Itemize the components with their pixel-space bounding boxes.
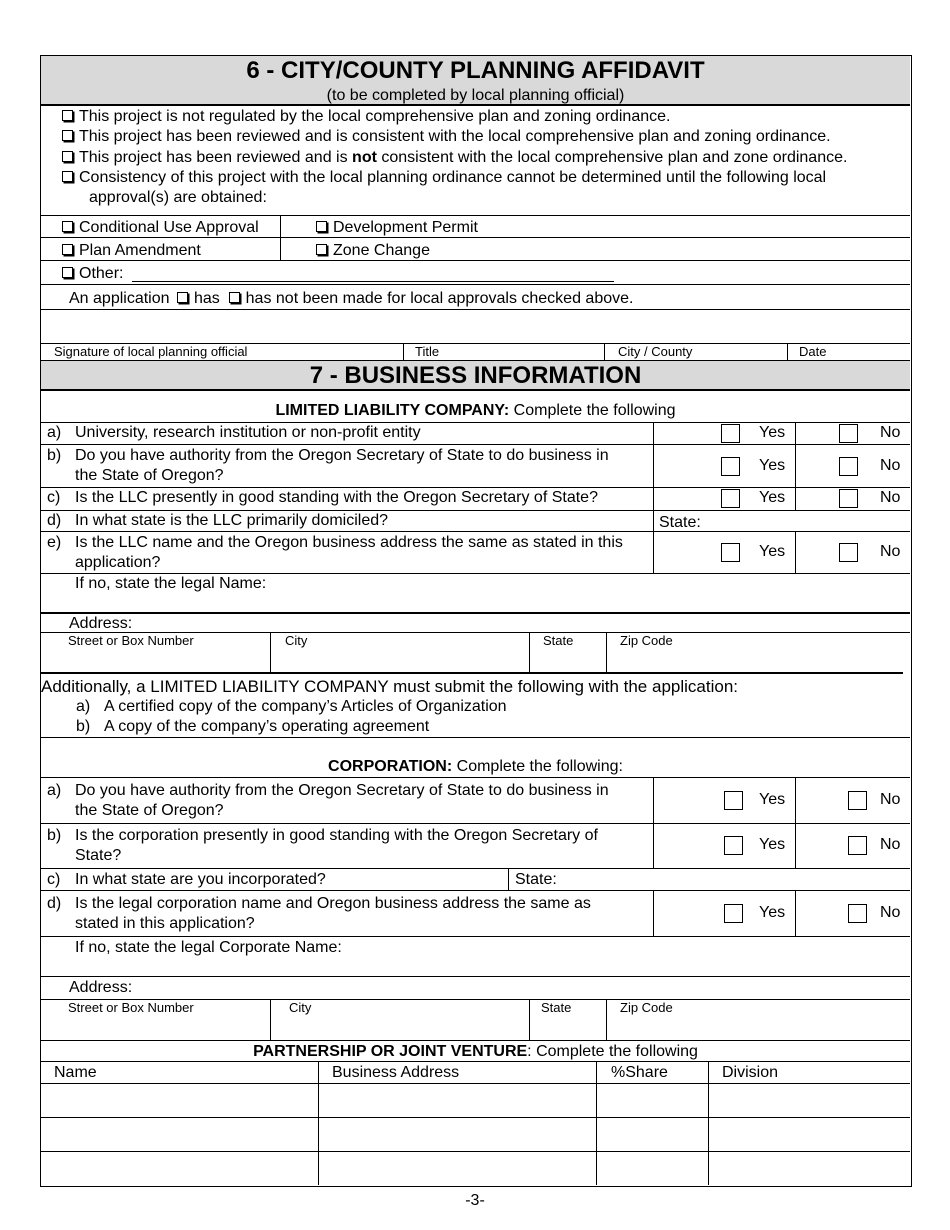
no-label: No — [880, 489, 901, 506]
llc-city-field[interactable]: City — [285, 633, 308, 648]
no-label: No — [880, 424, 901, 441]
llc-c-no-checkbox[interactable] — [839, 489, 858, 508]
checkbox-icon[interactable] — [62, 221, 73, 232]
checkbox-icon[interactable] — [62, 267, 73, 278]
checkbox-icon[interactable] — [62, 151, 73, 162]
corp-b-letter: b) — [47, 827, 62, 844]
yes-label: Yes — [759, 791, 786, 808]
corp-zip-field[interactable]: Zip Code — [620, 1000, 673, 1015]
llc-street-field[interactable]: Street or Box Number — [68, 633, 194, 648]
llc-add-a-letter: a) — [76, 698, 91, 715]
llc-state-address-field[interactable]: State — [543, 633, 574, 648]
no-label: No — [880, 904, 901, 921]
no-label: No — [880, 791, 901, 808]
corp-d-letter: d) — [47, 895, 62, 912]
date-label: Date — [799, 344, 827, 359]
llc-add-a: A certified copy of the company’s Articles of Organization — [104, 698, 507, 715]
llc-address-label: Address: — [69, 615, 133, 632]
yes-label: Yes — [759, 489, 786, 506]
no-label: No — [880, 836, 901, 853]
llc-zip-field[interactable]: Zip Code — [620, 633, 673, 648]
checkbox-icon[interactable] — [229, 292, 240, 303]
llc-additional-requirements: Additionally, a LIMITED LIABILITY COMPANY must submit the following with the application: — [41, 677, 738, 696]
corp-state-address-field[interactable]: State — [541, 1000, 572, 1015]
corp-d-yes-checkbox[interactable] — [724, 904, 743, 923]
checkbox-icon[interactable] — [62, 244, 73, 255]
option-consistent[interactable]: This project has been reviewed and is consistent with the local comprehensive plan and zoning ordinance. — [62, 127, 831, 147]
llc-e-no-checkbox[interactable] — [839, 543, 858, 562]
llc-a-letter: a) — [47, 424, 62, 441]
corp-d-question: Is the legal corporation name and Oregon business address the same as stated in this application? — [75, 895, 591, 932]
checkbox-icon[interactable] — [316, 221, 327, 232]
corporation-heading: CORPORATION: Complete the following: — [328, 758, 623, 775]
corp-a-question: Do you have authority from the Oregon Secretary of State to do business in the State of Oregon? — [75, 782, 609, 819]
checkbox-icon[interactable] — [316, 244, 327, 255]
checkbox-icon[interactable] — [62, 130, 73, 141]
table-row[interactable] — [41, 1118, 910, 1150]
partnership-heading: PARTNERSHIP OR JOINT VENTURE: Complete the following — [253, 1043, 698, 1060]
llc-e-question: Is the LLC name and the Oregon business address the same as stated in this application? — [75, 534, 623, 571]
page-number: -3- — [465, 1192, 485, 1209]
conditional-use-option[interactable]: Conditional Use Approval — [62, 218, 259, 238]
section6-title: 6 - CITY/COUNTY PLANNING AFFIDAVIT — [246, 57, 705, 84]
city-county-label: City / County — [618, 344, 693, 359]
llc-b-yes-checkbox[interactable] — [721, 457, 740, 476]
zone-change-option[interactable]: Zone Change — [316, 241, 430, 261]
corp-street-field[interactable]: Street or Box Number — [68, 1000, 194, 1015]
llc-state-field[interactable]: State: — [659, 514, 701, 531]
llc-add-b-letter: b) — [76, 718, 91, 735]
corp-c-question: In what state are you incorporated? — [75, 871, 326, 888]
corp-c-letter: c) — [47, 871, 61, 888]
application-status[interactable]: An application has has not been made for local approvals checked above. — [69, 290, 634, 307]
other-option[interactable]: Other: — [62, 264, 123, 284]
llc-a-yes-checkbox[interactable] — [721, 424, 740, 443]
corp-b-yes-checkbox[interactable] — [724, 836, 743, 855]
yes-label: Yes — [759, 904, 786, 921]
llc-c-yes-checkbox[interactable] — [721, 489, 740, 508]
checkbox-icon[interactable] — [62, 110, 73, 121]
corp-address-label: Address: — [69, 979, 133, 996]
corp-a-yes-checkbox[interactable] — [724, 791, 743, 810]
other-input-line[interactable] — [132, 281, 614, 282]
llc-legal-name-field[interactable]: If no, state the legal Name: — [75, 575, 267, 592]
corp-city-field[interactable]: City — [289, 1000, 312, 1015]
section7-title: 7 - BUSINESS INFORMATION — [309, 362, 642, 389]
corp-state-field[interactable]: State: — [515, 871, 557, 888]
llc-c-question: Is the LLC presently in good standing with the Oregon Secretary of State? — [75, 489, 598, 506]
corp-legal-name-field[interactable]: If no, state the legal Corporate Name: — [75, 939, 342, 956]
corp-a-no-checkbox[interactable] — [848, 791, 867, 810]
column-business-address: Business Address — [332, 1064, 460, 1081]
llc-a-question: University, research institution or non-profit entity — [75, 424, 421, 441]
title-label: Title — [415, 344, 440, 359]
llc-a-no-checkbox[interactable] — [839, 424, 858, 443]
column-name: Name — [54, 1064, 97, 1081]
checkbox-icon[interactable] — [62, 171, 73, 182]
corp-b-question: Is the corporation presently in good standing with the Oregon Secretary of State? — [75, 827, 598, 864]
llc-d-question: In what state is the LLC primarily domiciled? — [75, 512, 389, 529]
table-row[interactable] — [41, 1152, 910, 1184]
llc-b-no-checkbox[interactable] — [839, 457, 858, 476]
column-share: %Share — [611, 1064, 668, 1081]
llc-add-b: A copy of the company’s operating agreement — [104, 718, 430, 735]
llc-d-letter: d) — [47, 512, 62, 529]
yes-label: Yes — [759, 543, 786, 560]
corp-a-letter: a) — [47, 782, 62, 799]
column-division: Division — [722, 1064, 779, 1081]
no-label: No — [880, 543, 901, 560]
development-permit-option[interactable]: Development Permit — [316, 218, 478, 238]
signature-label: Signature of local planning official — [54, 344, 248, 359]
yes-label: Yes — [759, 424, 786, 441]
yes-label: Yes — [759, 457, 786, 474]
table-row[interactable] — [41, 1084, 910, 1116]
llc-c-letter: c) — [47, 489, 61, 506]
option-not-regulated[interactable]: This project is not regulated by the local comprehensive plan and zoning ordinance. — [62, 107, 670, 127]
llc-b-question: Do you have authority from the Oregon Secretary of State to do business in the State of Oregon? — [75, 447, 609, 484]
yes-label: Yes — [759, 836, 786, 853]
corp-d-no-checkbox[interactable] — [848, 904, 867, 923]
section6-subtitle: (to be completed by local planning official) — [326, 87, 625, 104]
option-not-consistent[interactable]: This project has been reviewed and is not consistent with the local comprehensive plan and zone ordinance. — [62, 148, 847, 168]
llc-e-letter: e) — [47, 534, 62, 551]
llc-b-letter: b) — [47, 447, 62, 464]
option-undetermined[interactable]: Consistency of this project with the local planning ordinance cannot be determined until the following local — [62, 168, 826, 188]
llc-e-yes-checkbox[interactable] — [721, 543, 740, 562]
llc-heading: LIMITED LIABILITY COMPANY: Complete the following — [275, 402, 676, 419]
option-undetermined-line2: approval(s) are obtained: — [89, 189, 267, 206]
plan-amendment-option[interactable]: Plan Amendment — [62, 241, 201, 261]
no-label: No — [880, 457, 901, 474]
corp-b-no-checkbox[interactable] — [848, 836, 867, 855]
checkbox-icon[interactable] — [177, 292, 188, 303]
